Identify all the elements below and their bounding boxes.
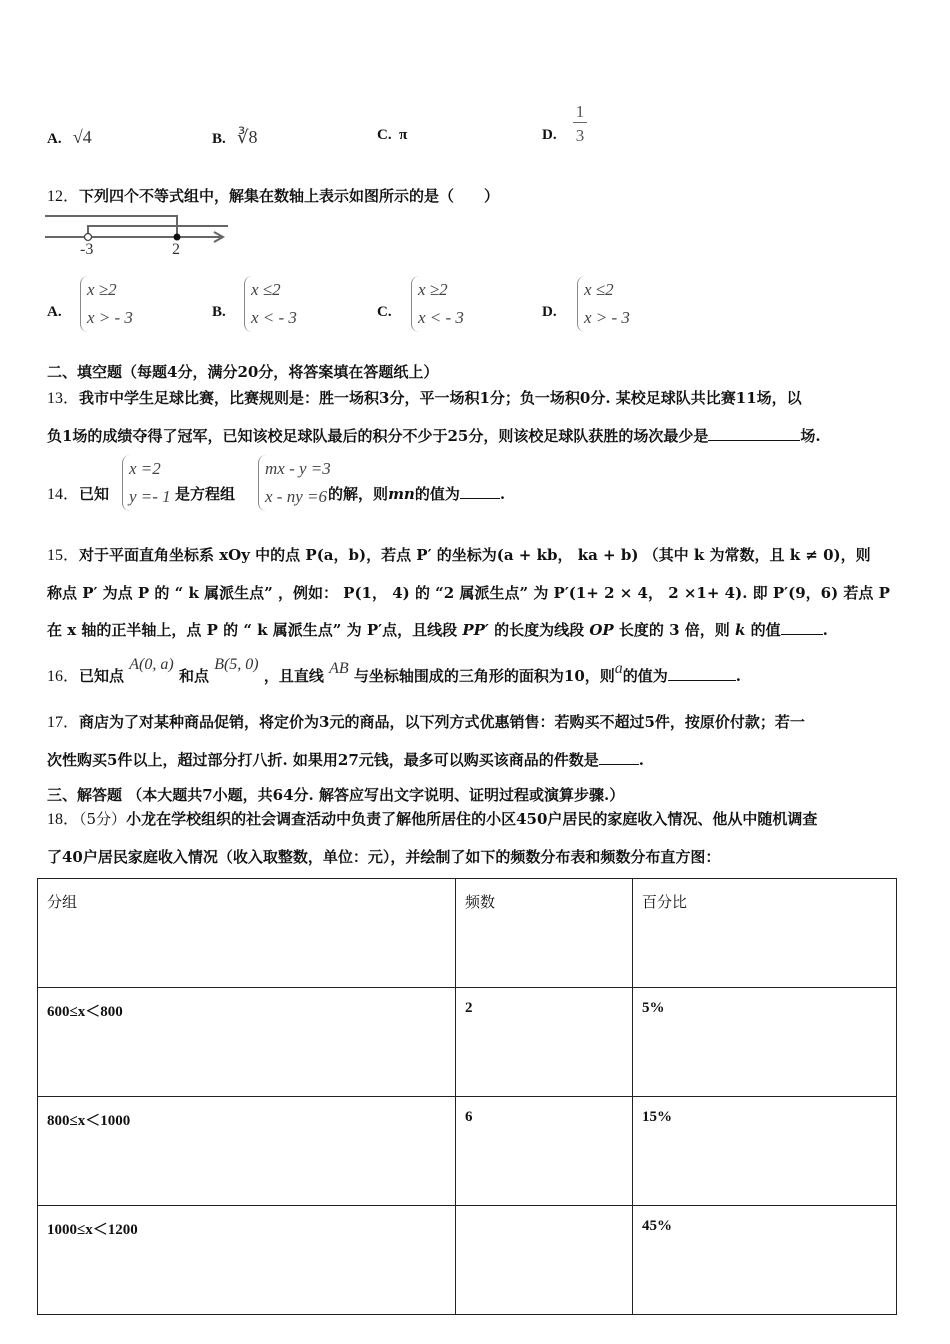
answer-blank: [708, 426, 800, 441]
q15-line3: 在 x 轴的正半轴上，点 P 的 “ k 属派生点” 为 P′点，且线段 PP′ 的长度为线段 OP 长度的 3 倍，则 k 的值 .: [47, 621, 828, 639]
open-dot: [85, 234, 92, 241]
header-group: 分组: [38, 879, 456, 988]
table-row: [38, 988, 897, 1097]
fraction-numerator: 1: [573, 102, 587, 123]
axis-label-right: 2: [172, 241, 180, 258]
q11-option-a: A. √4: [47, 127, 92, 147]
q18-line1: 18．（5分）小龙在学校组织的社会调查活动中负责了解他所居住的小区450户居民的家庭收入情况、他从中随机调查: [47, 810, 818, 828]
cell-frequency: 2: [456, 988, 633, 1097]
cell-percent: 45%: [633, 1206, 897, 1315]
axis-label-left: -3: [80, 241, 94, 258]
closed-dot: [174, 234, 181, 241]
q18-line2: 了40户居民家庭收入情况（收入取整数，单位：元），并绘制了如下的频数分布表和频数分布直方图：: [47, 848, 721, 866]
fraction-denominator: 3: [575, 126, 585, 145]
q12-option-b-label: B.: [212, 304, 226, 320]
q11-option-c: C. π: [377, 127, 408, 143]
q11-option-b: B. ∛8: [212, 127, 258, 147]
cell-frequency: 6: [456, 1097, 633, 1206]
answer-blank: [781, 620, 823, 635]
cell-group: 1000≤x＜1200: [38, 1206, 456, 1315]
table-row: [38, 1206, 897, 1315]
q12-text: 12．下列四个不等式组中，解集在数轴上表示如图所示的是（ ）: [47, 187, 500, 205]
answer-blank: [599, 750, 639, 765]
q12-option-c-label: C.: [377, 304, 392, 320]
q13-line1: 13．我市中学生足球比赛，比赛规则是：胜一场积3分，平一场积1分；负一场积0分. 某校足球队共比赛11场，以: [47, 389, 802, 407]
answer-blank: [460, 484, 500, 499]
q16-text: 16．已知点 A(0, a) 和点 B(5, 0) ，且直线 AB 与坐标轴围成的三角形的面积为10，则a的值为 .: [47, 656, 742, 685]
header-frequency: 频数: [456, 879, 633, 988]
table-header-row: [38, 879, 897, 988]
q15-line1: 15．对于平面直角坐标系 xOy 中的点 P(a，b)，若点 P′ 的坐标为(a + kb， ka + b) （其中 k 为常数，且 k ≠ 0)，则: [47, 546, 871, 564]
cell-group: 800≤x＜1000: [38, 1097, 456, 1206]
q15-line2: 称点 P′ 为点 P 的 “ k 属派生点” ，例如： P(1， 4) 的 “2 属派生点” 为 P′(1+ 2 × 4， 2 ×1+ 4). 即 P′(9，6) 若点 P: [47, 584, 890, 602]
q13-line2: 负1场的成绩夺得了冠军，已知该校足球队最后的积分不少于25分，则该校足球队获胜的场次最少是 场.: [47, 427, 821, 445]
q12-option-d-system: x ≤2 x > - 3: [577, 276, 630, 332]
q14-text: 14．已知 是方程组 的解，则mn的值为 .: [47, 485, 506, 503]
q12-option-d-label: D.: [542, 304, 557, 320]
q12-option-c-system: x ≥2 x < - 3: [411, 276, 464, 332]
header-percent: 百分比: [633, 879, 897, 988]
cell-frequency: [456, 1206, 633, 1315]
q14-equation-system: mx - y =3 x - ny =6: [258, 455, 331, 511]
cell-group: 600≤x＜800: [38, 988, 456, 1097]
number-line-figure: [42, 212, 232, 262]
q17-line2: 次性购买5件以上，超过部分打八折. 如果用27元钱，最多可以购买该商品的件数是 .: [47, 751, 644, 769]
table-row: [38, 1097, 897, 1206]
q12-option-b-system: x ≤2 x < - 3: [244, 276, 297, 332]
q11-option-d: D.: [542, 127, 557, 143]
q12-option-a-system: x ≥2 x > - 3: [80, 276, 133, 332]
section-heading-fill-in: 二、填空题（每题4分，满分20分，将答案填在答题纸上）: [47, 363, 439, 381]
q12-option-a-label: A.: [47, 304, 62, 320]
cell-percent: 15%: [633, 1097, 897, 1206]
q14-solution-system: x =2 y =- 1: [122, 455, 171, 511]
frequency-table: [37, 878, 897, 1315]
q17-line1: 17．商店为了对某种商品促销，将定价为3元的商品，以下列方式优惠销售：若购买不超过5件，按原价付款；若一: [47, 713, 805, 731]
answer-blank: [668, 666, 736, 681]
range-bracket-right: [88, 226, 228, 237]
section-heading-solutions: 三、解答题 （本大题共7小题，共64分. 解答应写出文字说明、证明过程或演算步骤.）: [47, 786, 625, 804]
cell-percent: 5%: [633, 988, 897, 1097]
